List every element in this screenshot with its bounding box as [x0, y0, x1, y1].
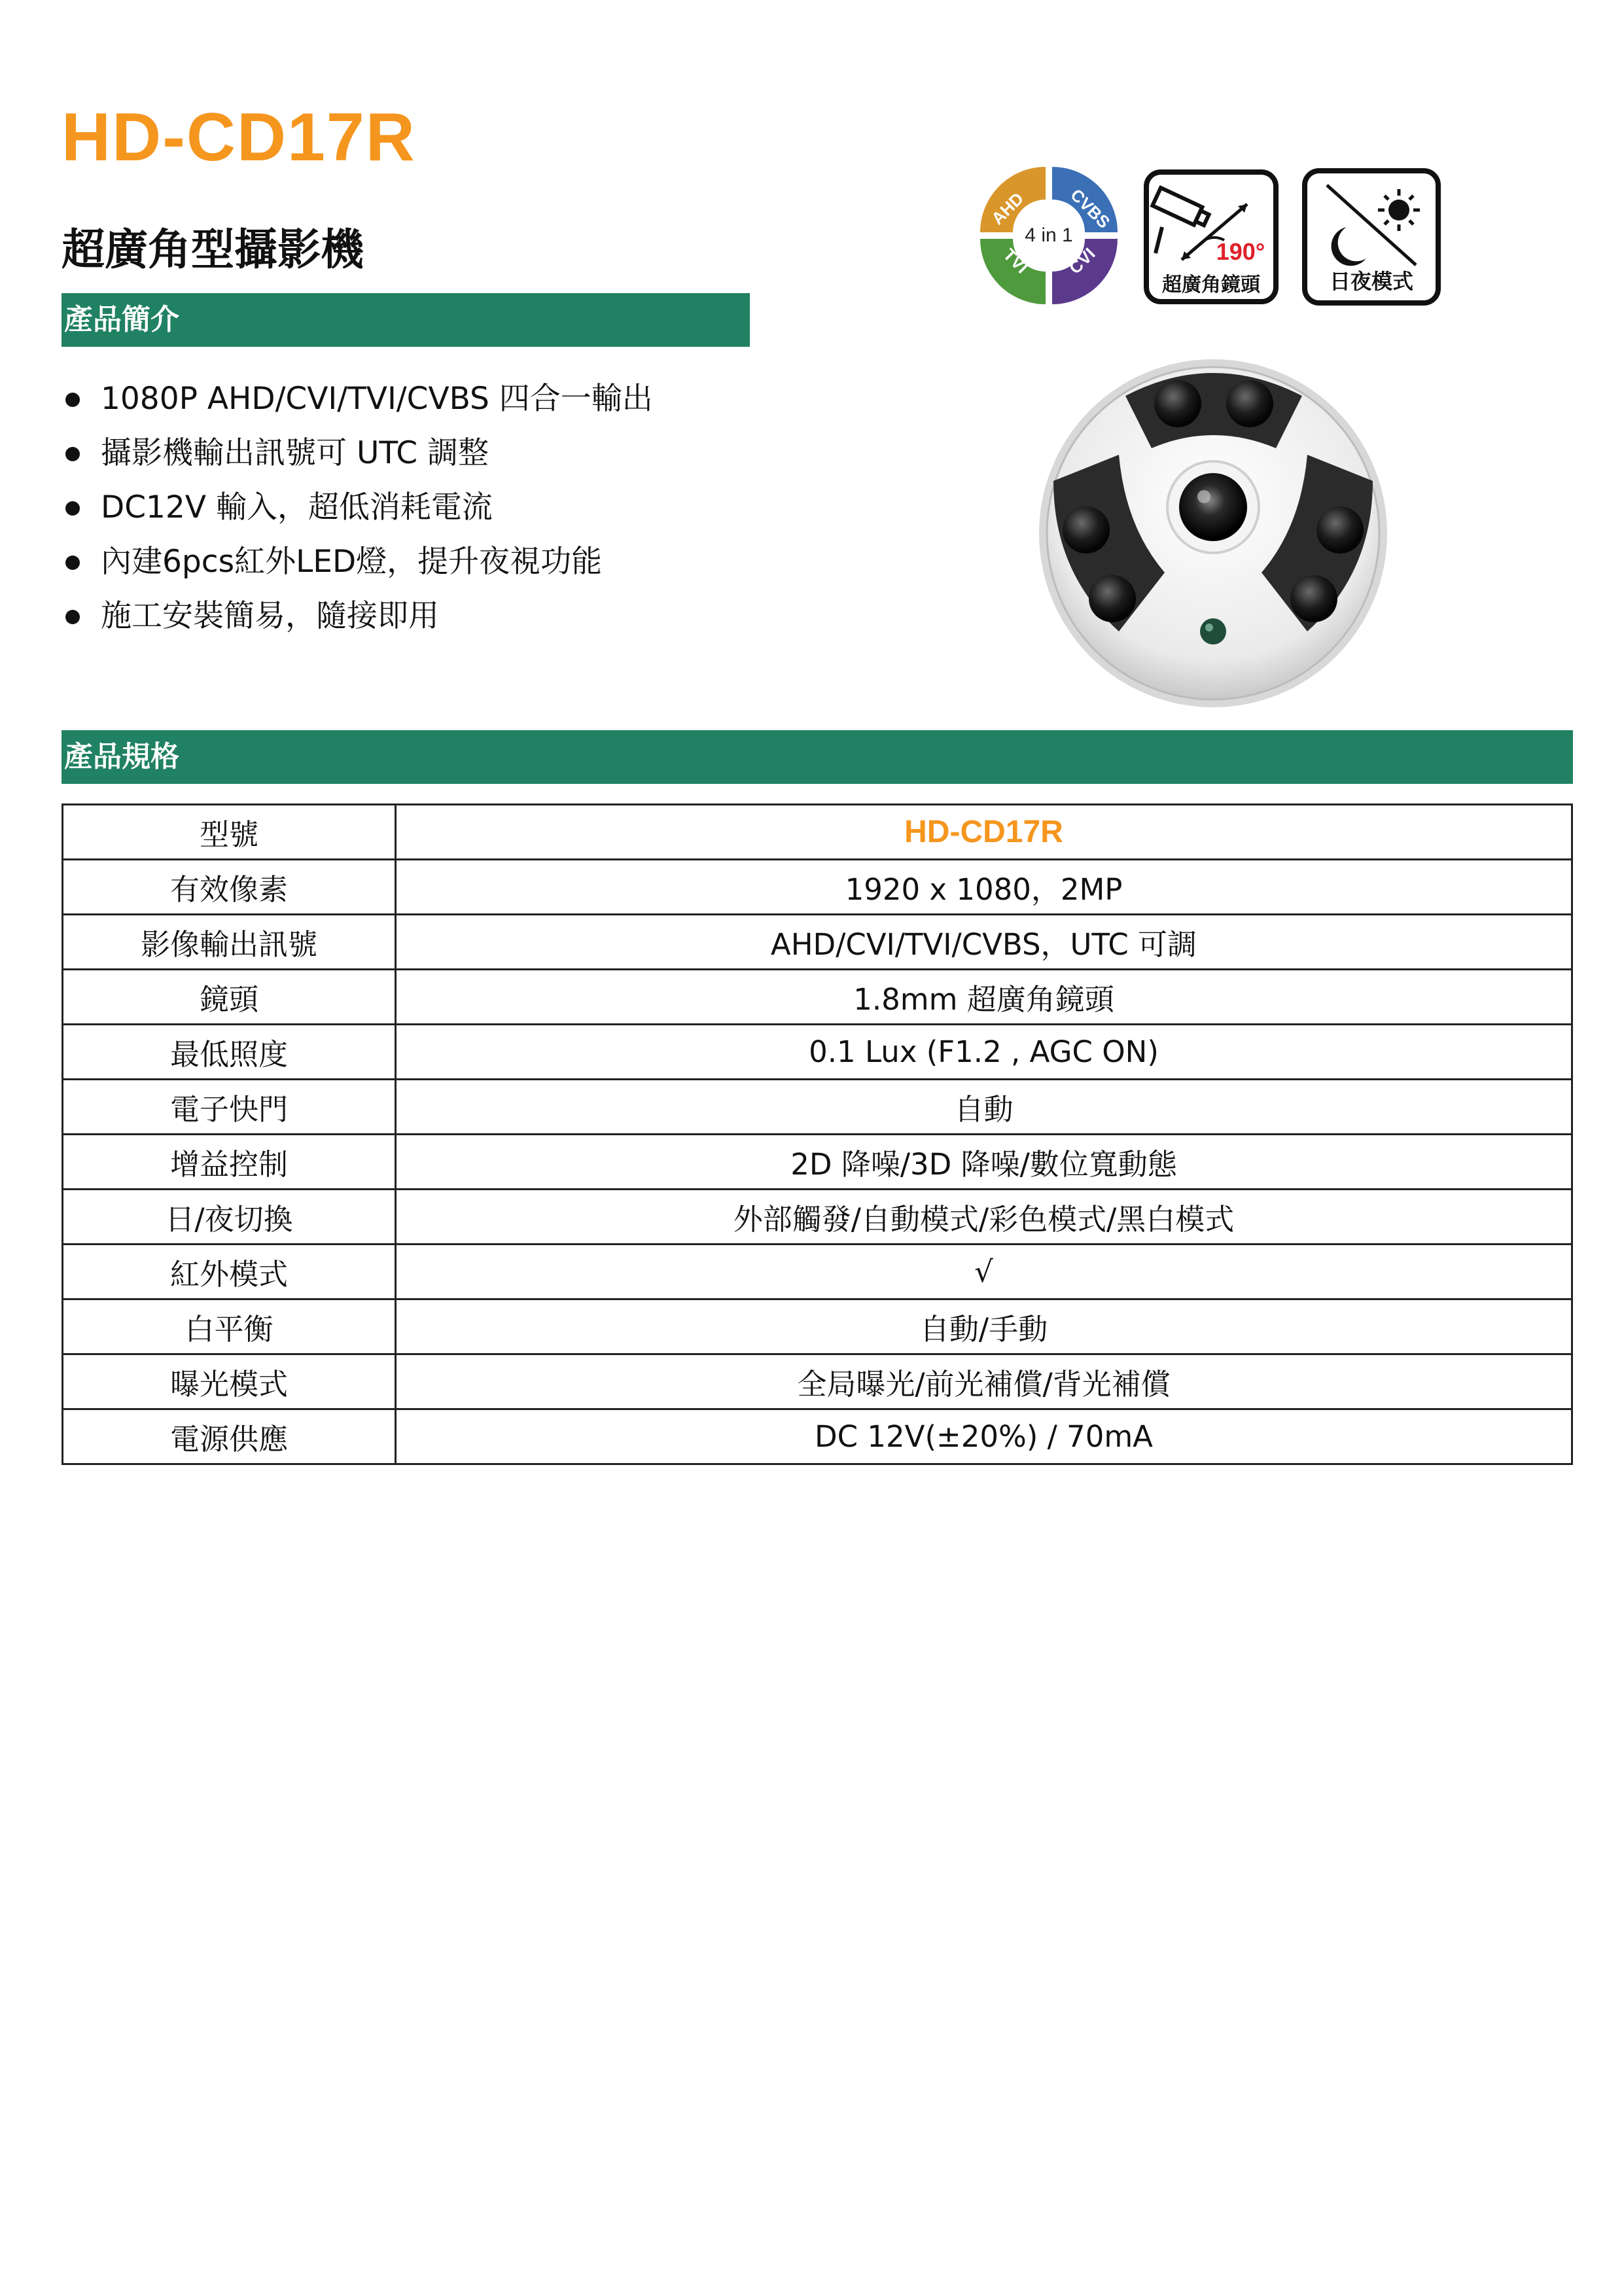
spec-table: [62, 804, 1573, 1465]
feature-item: [62, 589, 653, 643]
feature-list: [62, 372, 653, 643]
feature-text: 內建6pcs紅外LED燈，提升夜視功能: [101, 544, 603, 580]
svg-text:✦: ✦: [1349, 232, 1362, 248]
spec-key: 增益控制: [63, 1135, 396, 1190]
badge-center-label: 4 in 1: [1025, 224, 1073, 246]
wide-angle-lens-icon: [1142, 168, 1280, 306]
feature-badges: [974, 160, 1458, 317]
table-row: [63, 805, 1572, 860]
bullet-icon: [65, 556, 80, 570]
table-row: [63, 1135, 1572, 1190]
spec-value: 0.1 Lux (F1.2 , AGC ON): [396, 1025, 1572, 1080]
spec-value: HD-CD17R: [396, 805, 1572, 860]
table-row: [63, 1409, 1572, 1464]
spec-key: 影像輸出訊號: [63, 915, 396, 970]
feature-item: [62, 426, 653, 480]
day-night-caption: 日夜模式: [1329, 269, 1414, 294]
badge-segment-cvi: CVI: [1065, 243, 1099, 278]
spec-value: 1.8mm 超廣角鏡頭: [396, 970, 1572, 1025]
feature-text: DC12V 輸入，超低消耗電流: [101, 489, 493, 525]
table-row: [63, 915, 1572, 970]
dome-camera-image: [1027, 357, 1399, 710]
bullet-icon: [65, 447, 80, 461]
spec-value: 自動/手動: [396, 1299, 1572, 1354]
table-row: [63, 860, 1572, 915]
badge-segment-cvbs: CVBS: [1067, 185, 1114, 232]
bullet-icon: [65, 393, 80, 407]
table-row: [63, 1190, 1572, 1245]
spec-value: DC 12V(±20%) / 70mA: [396, 1409, 1572, 1464]
feature-text: 施工安裝簡易，隨接即用: [101, 598, 439, 634]
spec-value: AHD/CVI/TVI/CVBS，UTC 可調: [396, 915, 1572, 970]
table-row: [63, 1080, 1572, 1135]
badge-segment-ahd: AHD: [987, 188, 1028, 229]
table-row: [63, 970, 1572, 1025]
feature-text: 攝影機輸出訊號可 UTC 調整: [101, 435, 489, 471]
table-row: [63, 1354, 1572, 1409]
feature-text: 1080P AHD/CVI/TVI/CVBS 四合一輸出: [101, 381, 653, 417]
spec-value: 2D 降噪/3D 降噪/數位寬動態: [396, 1135, 1572, 1190]
spec-value: 全局曝光/前光補償/背光補償: [396, 1354, 1572, 1409]
bullet-icon: [65, 610, 80, 624]
spec-key: 紅外模式: [63, 1245, 396, 1299]
table-row: [63, 1025, 1572, 1080]
bullet-icon: [65, 501, 80, 516]
spec-key: 最低照度: [63, 1025, 396, 1080]
spec-key: 鏡頭: [63, 970, 396, 1025]
wide-angle-degree: 190°: [1216, 238, 1265, 265]
spec-value: 1920 x 1080，2MP: [396, 860, 1572, 915]
table-row: [63, 1245, 1572, 1299]
section-header-intro: 產品簡介: [62, 293, 750, 347]
product-subtitle: 超廣角型攝影機: [62, 224, 364, 275]
spec-key: 白平衡: [63, 1299, 396, 1354]
table-row: [63, 1299, 1572, 1354]
spec-key: 電子快門: [63, 1080, 396, 1135]
badge-segment-tvi: TVI: [999, 244, 1033, 277]
wide-angle-caption: 超廣角鏡頭: [1162, 274, 1260, 296]
spec-value: 外部觸發/自動模式/彩色模式/黑白模式: [396, 1190, 1572, 1245]
feature-item: [62, 535, 653, 589]
spec-key: 型號: [63, 805, 396, 860]
spec-key: 有效像素: [63, 860, 396, 915]
spec-key: 曝光模式: [63, 1354, 396, 1409]
model-title: HD-CD17R: [62, 99, 416, 175]
section-header-specs: 產品規格: [62, 730, 1573, 784]
spec-value: √: [396, 1245, 1572, 1299]
spec-key: 電源供應: [63, 1409, 396, 1464]
day-night-mode-icon: [1301, 167, 1442, 307]
spec-key: 日/夜切換: [63, 1190, 396, 1245]
feature-item: [62, 372, 653, 426]
four-in-one-badge-icon: [974, 160, 1124, 311]
feature-item: [62, 480, 653, 535]
spec-value: 自動: [396, 1080, 1572, 1135]
